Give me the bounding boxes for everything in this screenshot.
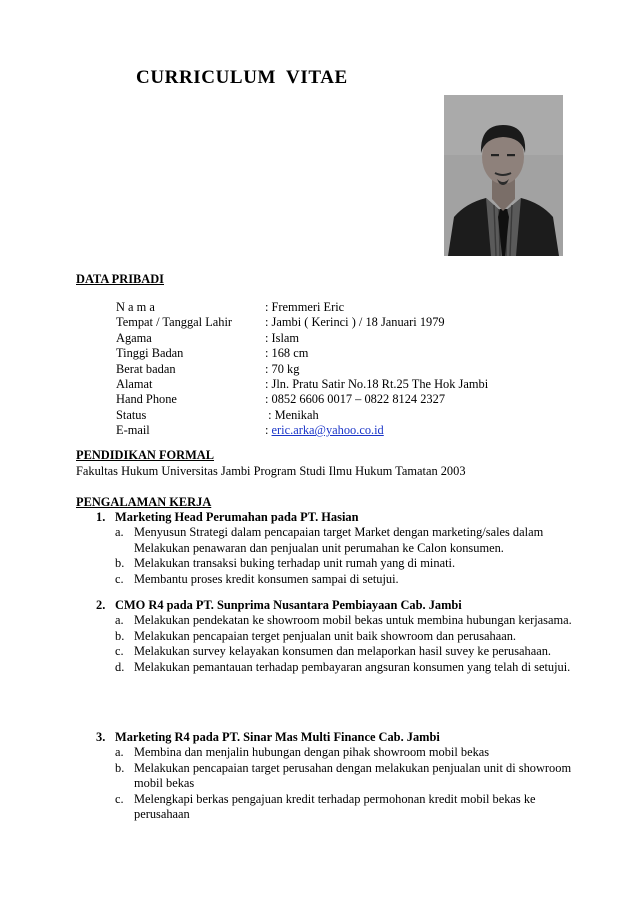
education-heading: PENDIDIKAN FORMAL <box>76 448 215 462</box>
task-list <box>115 525 576 587</box>
task-text: Melakukan survey kelayakan konsumen dan melaporkan hasil suvey ke perusahaan. <box>134 644 552 659</box>
task-item <box>115 792 576 823</box>
field-label: Berat badan <box>116 361 176 376</box>
task-letter: b. <box>115 628 125 643</box>
job-title <box>96 510 576 525</box>
field-value: : Menikah <box>265 407 319 422</box>
job-number: 1. <box>96 510 106 524</box>
personal-data-list <box>116 300 488 439</box>
field-value: : Jln. Pratu Satir No.18 Rt.25 The Hok Jambi <box>265 376 489 391</box>
field-label: N a m a <box>116 300 155 314</box>
task-item <box>115 644 576 659</box>
education-text: Fakultas Hukum Universitas Jambi Program Studi Ilmu Hukum Tamatan 2003 <box>76 464 466 478</box>
field-label: Tinggi Badan <box>116 346 184 361</box>
task-item <box>115 556 576 571</box>
task-text: Melengkapi berkas pengajuan kredit terhadap permohonan kredit mobil bekas ke perusahaan <box>134 791 536 822</box>
field-value: : Jambi ( Kerinci ) / 18 Januari 1979 <box>265 315 445 330</box>
field-label: Alamat <box>116 376 153 391</box>
personal-row-phone <box>116 392 488 407</box>
job-title <box>96 598 576 613</box>
task-text: Melakukan transaksi buking terhadap unit rumah yang di minati. <box>134 556 456 571</box>
experience-heading: PENGALAMAN KERJA <box>76 495 212 509</box>
task-text: Melakukan pencapaian terget penjualan unit baik showroom dan perusahaan. <box>134 628 517 643</box>
personal-row-status <box>116 408 488 423</box>
field-label: Status <box>116 407 147 422</box>
field-value: : 0852 6606 0017 – 0822 8124 2327 <box>265 392 446 407</box>
job-title-text: Marketing Head Perumahan pada PT. Hasian <box>115 510 359 524</box>
task-letter: a. <box>115 745 124 760</box>
personal-row-email <box>116 423 488 438</box>
task-letter: d. <box>115 659 125 674</box>
personal-data-heading: DATA PRIBADI <box>76 272 165 286</box>
job-title-text: Marketing R4 pada PT. Sinar Mas Multi Finance Cab. Jambi <box>115 730 440 744</box>
job-2 <box>96 598 576 675</box>
field-value: : 168 cm <box>265 346 309 361</box>
field-value <box>265 423 384 438</box>
field-label: E-mail <box>116 423 150 438</box>
task-text: Membantu proses kredit konsumen sampai di setujui. <box>134 571 399 586</box>
task-letter: a. <box>115 525 124 540</box>
portrait-photo-icon <box>444 95 563 256</box>
task-text: Melakukan pendekatan ke showroom mobil bekas untuk membina hubungan kerjasama. <box>134 613 572 628</box>
task-text: Melakukan pemantauan terhadap pembayaran angsuran konsumen yang telah di setujui. <box>134 659 571 674</box>
personal-row-address <box>116 377 488 392</box>
task-letter: a. <box>115 613 124 628</box>
email-link[interactable]: eric.arka@yahoo.co.id <box>271 423 384 438</box>
job-1 <box>96 510 576 587</box>
task-list <box>115 613 576 675</box>
task-item <box>115 660 576 675</box>
task-item <box>115 745 576 760</box>
field-label: Tempat / Tanggal Lahir <box>116 315 233 330</box>
field-value: : 70 kg <box>265 361 300 376</box>
task-list <box>115 745 576 822</box>
portrait-photo <box>444 95 563 256</box>
job-3 <box>96 730 576 822</box>
personal-row-height <box>116 346 488 361</box>
job-number: 2. <box>96 598 106 612</box>
task-text: Melakukan pencapaian target perusahan dengan melakukan penjualan unit di showroom mobil bekas <box>134 760 572 791</box>
document-title: CURRICULUM VITAE <box>136 67 348 88</box>
job-title <box>96 730 576 745</box>
job-title-text: CMO R4 pada PT. Sunprima Nusantara Pembiayaan Cab. Jambi <box>115 598 462 612</box>
field-value: : Fremmeri Eric <box>265 300 345 314</box>
field-label: Agama <box>116 330 152 345</box>
task-item <box>115 761 576 792</box>
personal-row-birth <box>116 315 488 330</box>
task-text: Menyusun Strategi dalam pencapaian target Market dengan marketing/sales dalam Melakukan penawaran dan penjualan unit perumahan ke Calon konsumen. <box>134 525 544 555</box>
job-number: 3. <box>96 730 106 744</box>
task-letter: c. <box>115 571 124 586</box>
task-letter: c. <box>115 644 124 659</box>
field-label: Hand Phone <box>116 392 177 407</box>
personal-row-weight <box>116 362 488 377</box>
task-letter: b. <box>115 556 125 571</box>
task-item <box>115 572 576 587</box>
task-letter: b. <box>115 760 125 775</box>
personal-row-name <box>116 300 488 315</box>
task-item <box>115 525 576 556</box>
task-item <box>115 613 576 628</box>
email-prefix: : <box>265 423 272 438</box>
task-text: Membina dan menjalin hubungan dengan pihak showroom mobil bekas <box>134 745 490 760</box>
task-item <box>115 629 576 644</box>
field-value: : Islam <box>265 330 300 345</box>
task-letter: c. <box>115 791 124 806</box>
personal-row-religion <box>116 331 488 346</box>
